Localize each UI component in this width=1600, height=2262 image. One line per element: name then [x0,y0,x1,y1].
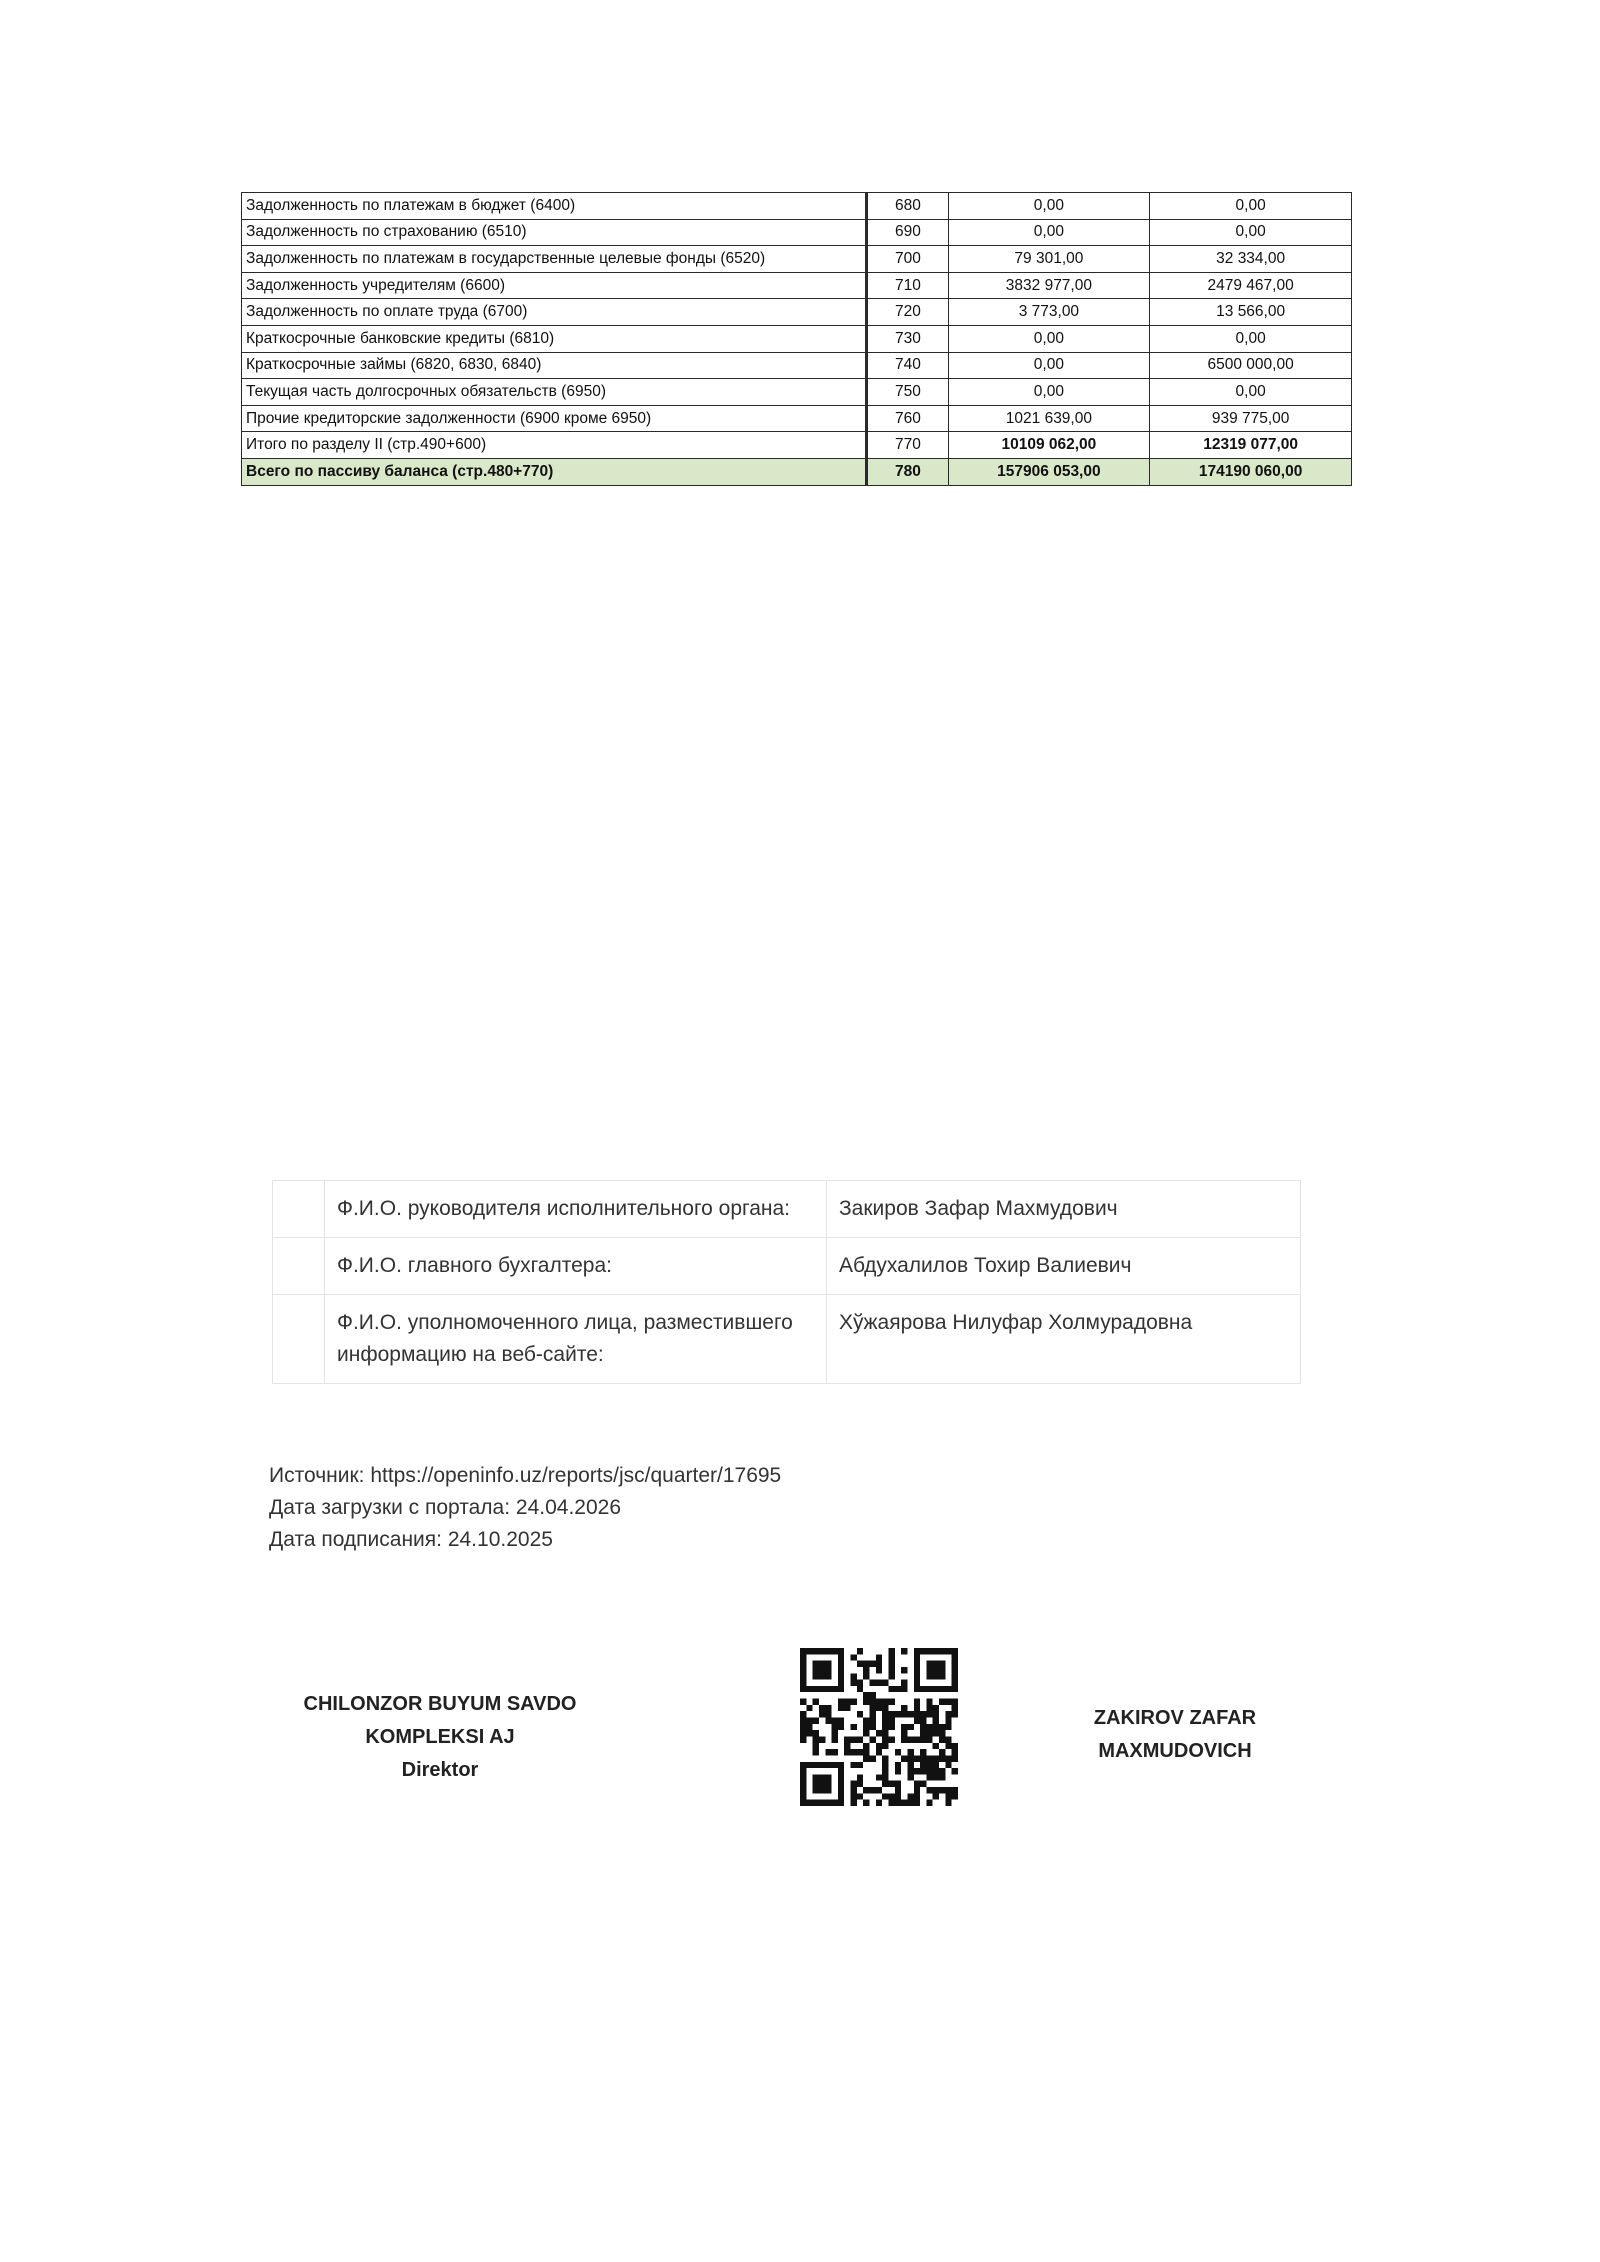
row-start-value: 3 773,00 [948,299,1150,326]
total-row [242,458,1352,485]
row-end-value: 6500 000,00 [1150,352,1352,379]
row-code: 750 [867,379,948,406]
table-row [273,1295,1301,1384]
row-name: Итого по разделу II (стр.490+600) [242,432,867,459]
row-end-value: 13 566,00 [1150,299,1352,326]
row-name: Задолженность по оплате труда (6700) [242,299,867,326]
row-end-value: 2479 467,00 [1150,272,1352,299]
download-date: Дата загрузки с портала: 24.04.2026 [269,1496,621,1519]
qr-code-icon [800,1648,958,1806]
row-end-value: 0,00 [1150,193,1352,220]
row-end-value: 0,00 [1150,379,1352,406]
row-code: 690 [867,219,948,246]
row-name: Задолженность учредителям (6600) [242,272,867,299]
row-start-value: 0,00 [948,379,1150,406]
signer-name [1060,1702,1290,1768]
row-start-value: 79 301,00 [948,246,1150,273]
row-start-value: 0,00 [948,352,1150,379]
table-row [273,1238,1301,1295]
row-code: 710 [867,272,948,299]
row-start-value: 0,00 [948,219,1150,246]
row-start-value: 0,00 [948,325,1150,352]
head-value: Закиров Зафар Махмудович [827,1181,1301,1238]
accountant-value: Абдухалилов Тохир Валиевич [827,1238,1301,1295]
row-end-value: 12319 077,00 [1150,432,1352,459]
table-row [242,325,1352,352]
row-code: 700 [867,246,948,273]
row-code: 770 [867,432,948,459]
publisher-value: Хўжаярова Нилуфар Холмурадовна [827,1295,1301,1384]
position-label: Direktor [401,1759,479,1781]
org-name-line2: KOMPLEKSI AJ [365,1726,515,1748]
row-start-value: 0,00 [948,193,1150,220]
row-end-value: 0,00 [1150,325,1352,352]
table-row [242,193,1352,220]
row-name: Всего по пассиву баланса (стр.480+770) [242,458,867,485]
organization-stamp [270,1688,610,1787]
row-end-value: 939 775,00 [1150,405,1352,432]
row-name: Краткосрочные займы (6820, 6830, 6840) [242,352,867,379]
row-start-value: 3832 977,00 [948,272,1150,299]
row-code: 740 [867,352,948,379]
org-name-line1: CHILONZOR BUYUM SAVDO [303,1693,577,1715]
table-row [242,379,1352,406]
subtotal-row [242,432,1352,459]
row-name: Задолженность по платежам в государственные целевые фонды (6520) [242,246,867,273]
publisher-label: Ф.И.О. уполномоченного лица, разместившего информацию на веб-сайте: [325,1295,827,1384]
table-row [273,1181,1301,1238]
head-label: Ф.И.О. руководителя исполнительного органа: [325,1181,827,1238]
source-link[interactable]: Источник: https://openinfo.uz/reports/jsc/quarter/17695 [269,1464,782,1487]
table-row [242,405,1352,432]
row-code: 780 [867,458,948,485]
table-row [242,246,1352,273]
balance-table [241,192,1352,486]
row-start-value: 10109 062,00 [948,432,1150,459]
row-name: Краткосрочные банковские кредиты (6810) [242,325,867,352]
row-end-value: 0,00 [1150,219,1352,246]
signatories-table [272,1180,1301,1384]
signer-name-line2: MAXMUDOVICH [1098,1740,1252,1762]
signed-date: Дата подписания: 24.10.2025 [269,1528,553,1551]
table-row [242,272,1352,299]
row-name: Текущая часть долгосрочных обязательств (6950) [242,379,867,406]
row-code: 720 [867,299,948,326]
table-row [242,352,1352,379]
row-code: 730 [867,325,948,352]
row-name: Задолженность по страхованию (6510) [242,219,867,246]
row-code: 680 [867,193,948,220]
source-info [269,1460,781,1556]
signer-name-line1: ZAKIROV ZAFAR [1093,1707,1257,1729]
row-start-value: 1021 639,00 [948,405,1150,432]
row-name: Прочие кредиторские задолженности (6900 кроме 6950) [242,405,867,432]
row-code: 760 [867,405,948,432]
accountant-label: Ф.И.О. главного бухгалтера: [325,1238,827,1295]
row-end-value: 174190 060,00 [1150,458,1352,485]
row-start-value: 157906 053,00 [948,458,1150,485]
table-row [242,299,1352,326]
row-name: Задолженность по платежам в бюджет (6400) [242,193,867,220]
row-end-value: 32 334,00 [1150,246,1352,273]
table-row [242,219,1352,246]
